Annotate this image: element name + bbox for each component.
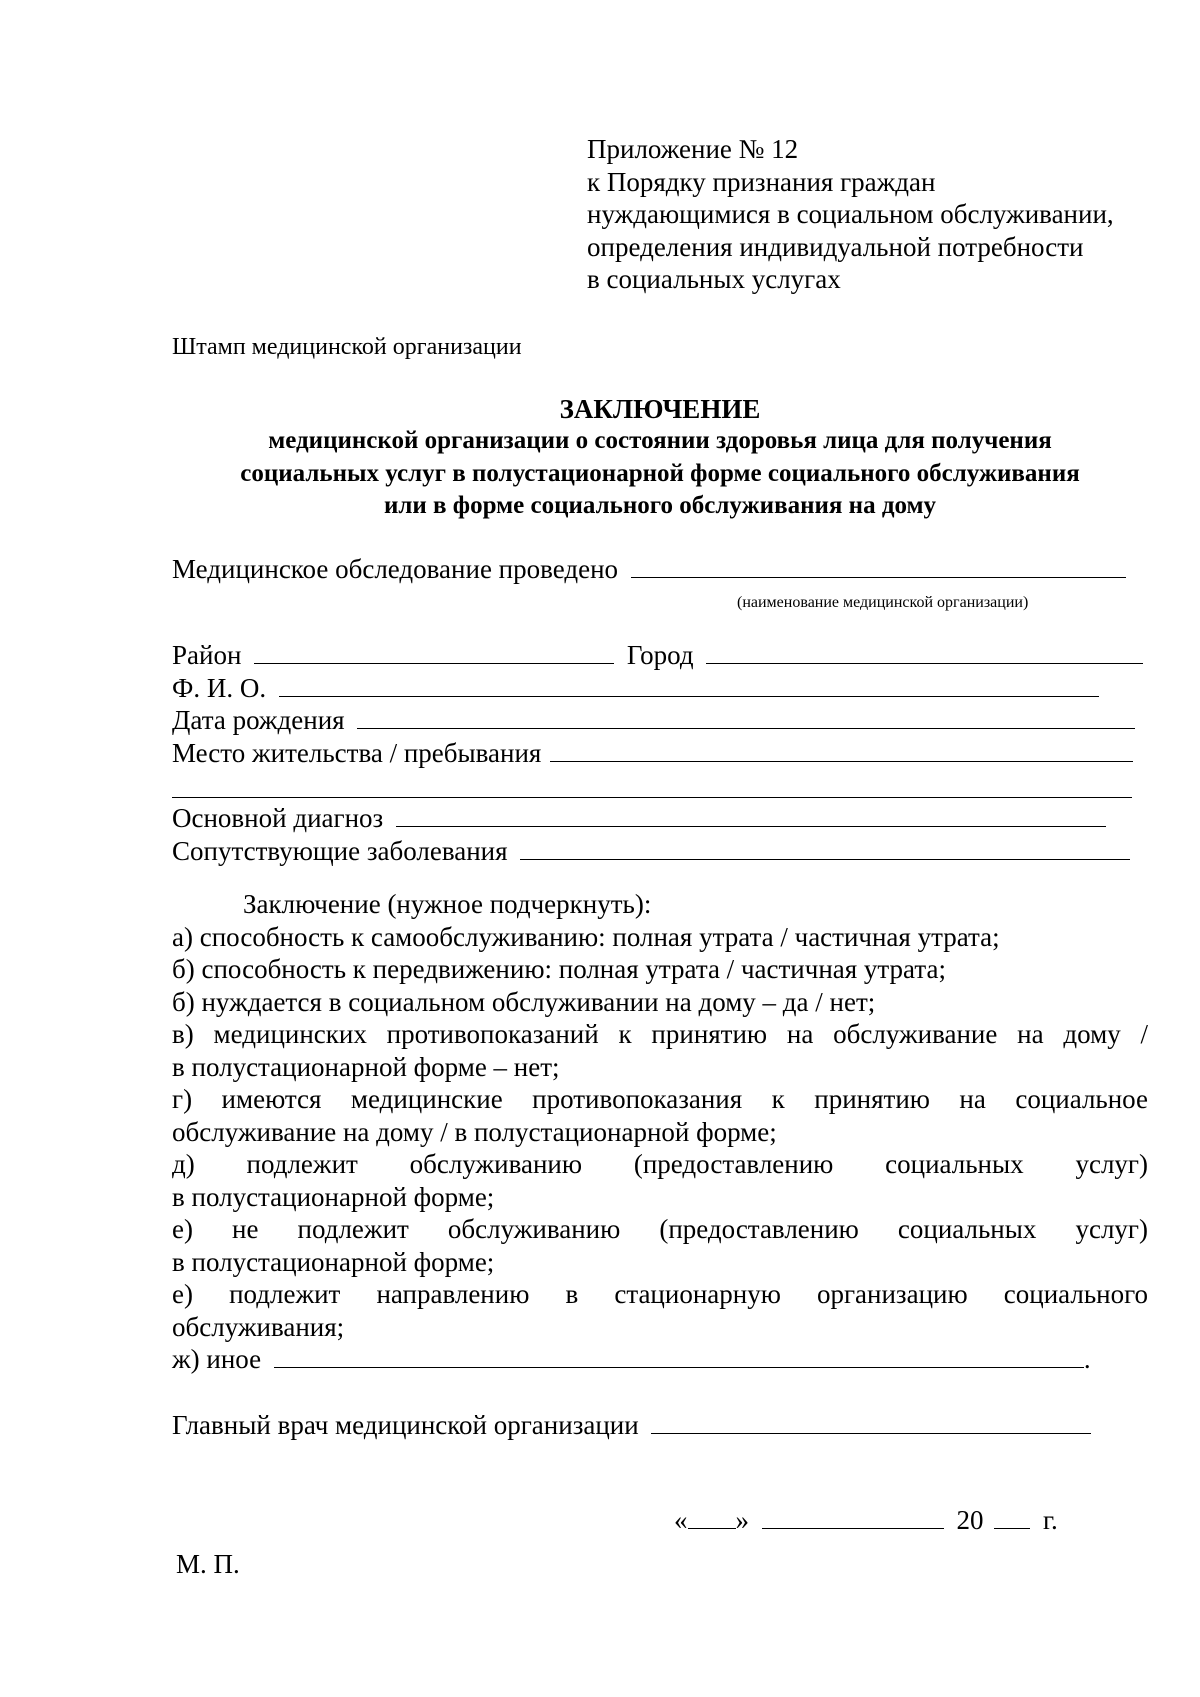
conclusion-heading: Заключение (нужное подчеркнуть):	[243, 889, 652, 919]
fio-row	[172, 672, 1099, 704]
birth-field[interactable]	[357, 704, 1135, 729]
birth-label: Дата рождения	[172, 705, 345, 735]
other-end: .	[1083, 1344, 1091, 1374]
conclusion-item[interactable]: б) способность к передвижению: полная утрата / частичная утрата;	[172, 954, 946, 984]
residence-field[interactable]	[550, 737, 1133, 762]
fio-field[interactable]	[279, 672, 1099, 697]
diagnosis-row	[172, 802, 1106, 834]
conclusion-item[interactable]: е) подлежит направлению в стационарную организацию социального	[172, 1279, 1148, 1309]
document-title	[100, 393, 1200, 523]
seal-label: М. П.	[176, 1549, 240, 1579]
exam-label: Медицинское обследование проведено	[172, 554, 619, 584]
conclusion-item[interactable]: в) медицинских противопоказаний к принятию на обслуживание на дому /	[172, 1019, 1148, 1049]
title-main: ЗАКЛЮЧЕНИЕ	[559, 394, 761, 424]
annex-line: определения индивидуальной потребности	[587, 231, 1084, 262]
comorbid-label: Сопутствующие заболевания	[172, 836, 508, 866]
conclusion-item[interactable]: е) не подлежит обслуживанию (предоставлению социальных услуг)	[172, 1214, 1148, 1244]
year-field[interactable]	[994, 1504, 1030, 1529]
annex-line: Приложение № 12	[587, 134, 799, 164]
annex-header	[587, 133, 1187, 296]
signature-field[interactable]	[651, 1409, 1091, 1434]
conclusion-item[interactable]: д) подлежит обслуживанию (предоставлению социальных услуг)	[172, 1149, 1148, 1179]
comorbid-field[interactable]	[520, 835, 1130, 860]
residence-label: Место жительства / пребывания	[172, 738, 542, 768]
year-suffix: г.	[1043, 1505, 1058, 1535]
day-field[interactable]	[688, 1504, 736, 1529]
residence-continuation-field[interactable]	[172, 797, 1132, 798]
conclusion-item-cont: обслуживание на дому / в полустационарной форме;	[172, 1116, 777, 1147]
conclusion-item-cont: в полустационарной форме – нет;	[172, 1051, 560, 1082]
conclusion-block	[172, 888, 1148, 1376]
signature-label: Главный врач медицинской организации	[172, 1410, 639, 1440]
year-prefix: 20	[956, 1505, 984, 1535]
residence-row	[172, 737, 1133, 769]
city-label: Город	[626, 640, 694, 670]
annex-line: нуждающимися в социальном обслуживании,	[587, 199, 1114, 229]
exam-hint: (наименование медицинской организации)	[737, 594, 1029, 611]
city-field[interactable]	[706, 639, 1143, 664]
conclusion-item[interactable]: г) имеются медицинские противопоказания к принятию на социальное	[172, 1084, 1148, 1114]
other-row	[172, 1343, 1148, 1376]
title-line: социальных услуг в полустационарной форме социального обслуживания	[240, 459, 1080, 487]
district-label: Район	[172, 640, 242, 670]
date-close-quote: »	[735, 1505, 749, 1535]
annex-line: в социальных услугах	[587, 264, 841, 294]
date-row	[674, 1504, 1058, 1536]
title-line: или в форме социального обслуживания на дому	[383, 492, 937, 519]
exam-org-field[interactable]	[631, 553, 1126, 578]
conclusion-item-cont: в полустационарной форме;	[172, 1246, 495, 1277]
diagnosis-field[interactable]	[396, 802, 1106, 827]
stamp-label: Штамп медицинской организации	[172, 334, 522, 360]
district-field[interactable]	[254, 639, 614, 664]
birth-row	[172, 704, 1135, 736]
conclusion-item-cont: в полустационарной форме;	[172, 1181, 495, 1212]
signature-row	[172, 1409, 1091, 1441]
diagnosis-label: Основной диагноз	[172, 803, 384, 833]
exam-row	[172, 553, 1126, 585]
month-field[interactable]	[762, 1504, 944, 1529]
conclusion-item-cont: обслуживания;	[172, 1311, 345, 1342]
conclusion-item[interactable]: а) способность к самообслуживанию: полная утрата / частичная утрата;	[172, 921, 1000, 952]
fio-label: Ф. И. О.	[172, 673, 267, 703]
title-line: медицинской организации о состоянии здоровья лица для получения	[268, 427, 1052, 454]
comorbid-row	[172, 835, 1130, 867]
district-city-row	[172, 639, 1143, 671]
other-field[interactable]	[274, 1343, 1084, 1368]
other-label: ж) иное	[172, 1344, 262, 1374]
annex-line: к Порядку признания граждан	[587, 166, 936, 197]
date-open-quote: «	[674, 1505, 688, 1535]
conclusion-item[interactable]: б) нуждается в социальном обслуживании на дому – да / нет;	[172, 986, 876, 1017]
